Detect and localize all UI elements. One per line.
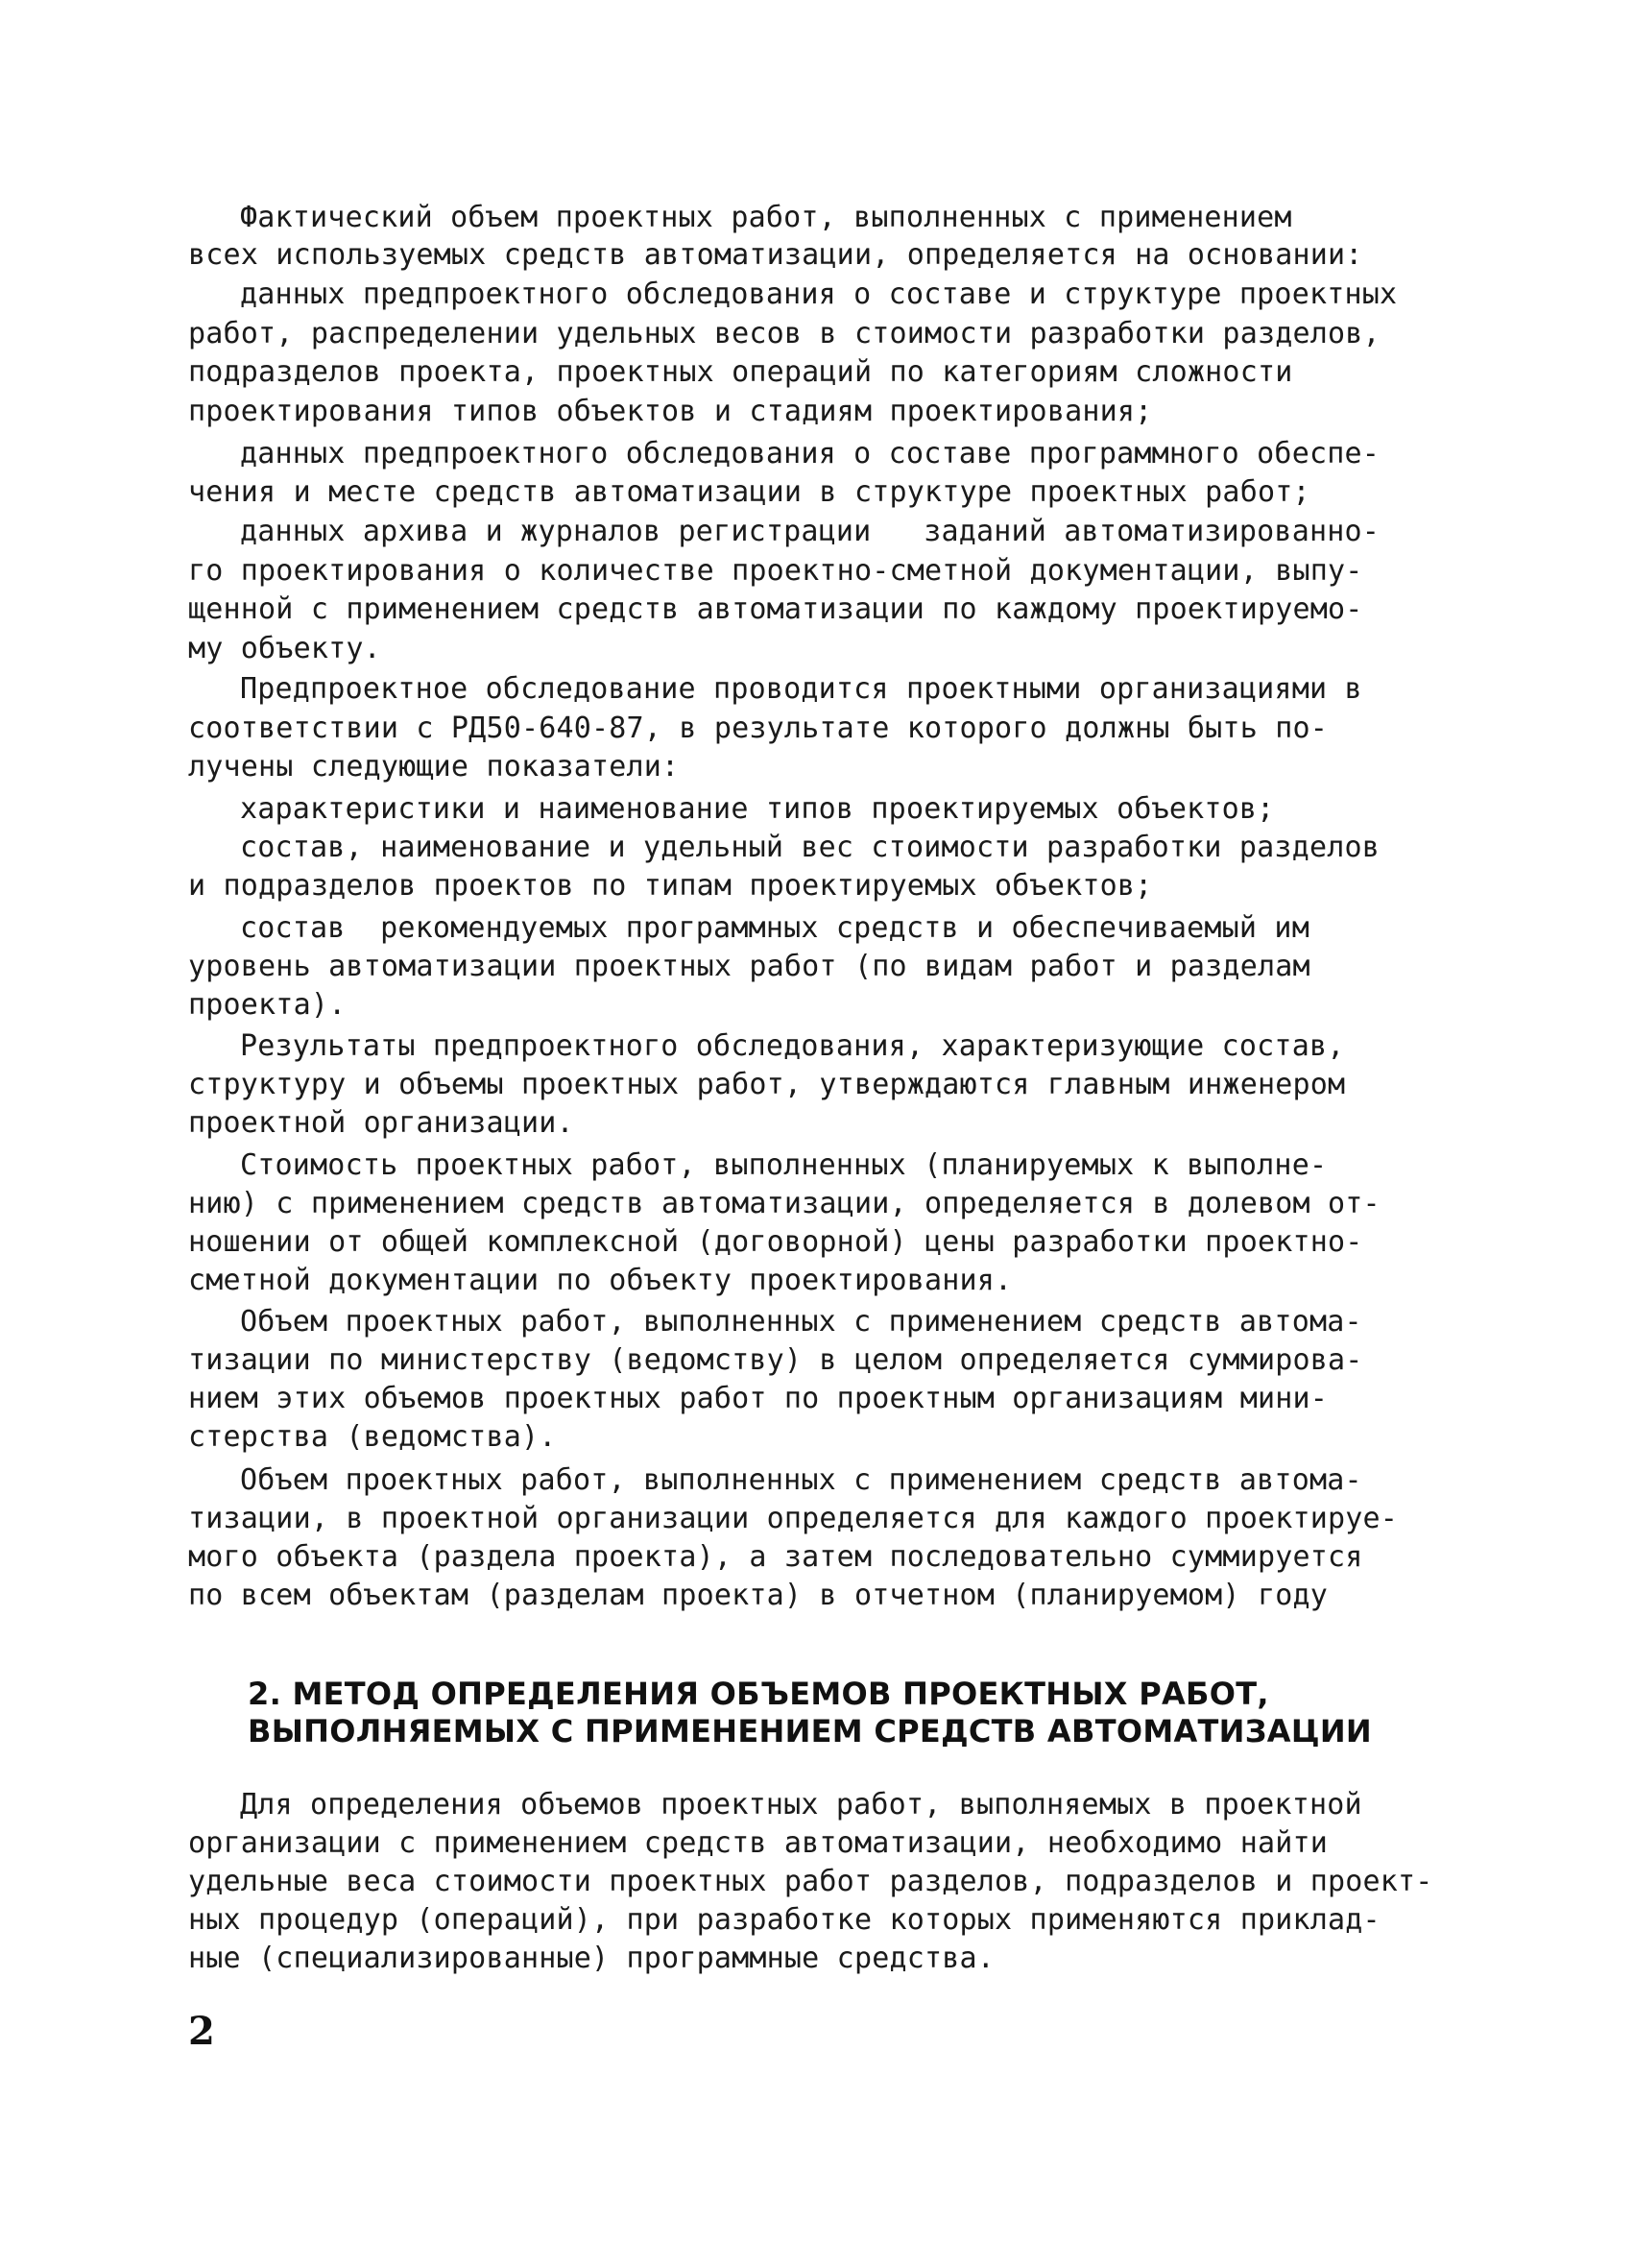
- body-line-34: тизации, в проектной организации определяется для каждого проектируе-: [188, 1502, 1399, 1535]
- body-line-10: го проектирования о количестве проектно-сметной документации, выпу-: [188, 554, 1363, 588]
- body-line-3: данных предпроектного обследования о составе и структуре проектных: [240, 277, 1398, 311]
- body-line-21: проекта).: [188, 988, 347, 1022]
- body-line-27: ношении от общей комплексной (договорной) цены разработки проектно-: [188, 1225, 1363, 1259]
- section-line-4: ных процедур (операций), при разработке которых применяются приклад-: [188, 1903, 1381, 1937]
- body-line-18: и подразделов проектов по типам проектируемых объектов;: [188, 869, 1153, 903]
- body-line-24: проектной организации.: [188, 1106, 574, 1140]
- body-line-35: мого объекта (раздела проекта), а затем последовательно суммируется: [188, 1540, 1363, 1574]
- body-line-13: Предпроектное обследование проводится проектными организациями в: [240, 672, 1362, 706]
- body-line-29: Объем проектных работ, выполненных с применением средств автома-: [240, 1305, 1362, 1339]
- body-line-16: характеристики и наименование типов проектируемых объектов;: [240, 792, 1275, 826]
- section-line-3: удельные веса стоимости проектных работ разделов, подразделов и проект-: [188, 1865, 1433, 1898]
- body-line-17: состав, наименование и удельный вес стоимости разработки разделов: [240, 831, 1380, 864]
- page-number: 2: [188, 2009, 215, 2054]
- body-line-23: структуру и объемы проектных работ, утверждаются главным инженером: [188, 1068, 1346, 1101]
- body-line-4: работ, распределении удельных весов в стоимости разработки разделов,: [188, 317, 1381, 350]
- section-line-1: Для определения объемов проектных работ, выполняемых в проектной: [240, 1788, 1362, 1822]
- body-line-20: уровень автоматизации проектных работ (по видам работ и разделам: [188, 950, 1310, 983]
- section-line-2: организации с применением средств автоматизации, необходимо найти: [188, 1826, 1328, 1860]
- body-line-36: по всем объектам (разделам проекта) в отчетном (планируемом) году: [188, 1579, 1328, 1612]
- body-line-14: соответствии с РД50-640-87, в результате которого должны быть по-: [188, 712, 1328, 745]
- body-line-8: чения и месте средств автоматизации в структуре проектных работ;: [188, 475, 1310, 509]
- body-line-6: проектирования типов объектов и стадиям проектирования;: [188, 395, 1153, 428]
- heading-line-1: 2. МЕТОД ОПРЕДЕЛЕНИЯ ОБЪЕМОВ ПРОЕКТНЫХ РАБОТ,: [248, 1676, 1269, 1712]
- body-line-1: Фактический объем проектных работ, выполненных с применением: [240, 201, 1292, 234]
- body-line-28: сметной документации по объекту проектирования.: [188, 1264, 1013, 1297]
- body-line-22: Результаты предпроектного обследования, характеризующие состав,: [240, 1029, 1345, 1063]
- body-line-19: состав рекомендуемых программных средств и обеспечиваемый им: [240, 911, 1309, 945]
- body-line-32: стерства (ведомства).: [188, 1420, 557, 1454]
- heading-line-2: ВЫПОЛНЯЕМЫХ С ПРИМЕНЕНИЕМ СРЕДСТВ АВТОМАТИЗАЦИИ: [248, 1713, 1372, 1749]
- body-line-11: щенной с применением средств автоматизации по каждому проектируемо-: [188, 592, 1363, 626]
- body-line-25: Стоимость проектных работ, выполненных (планируемых к выполне-: [240, 1148, 1328, 1182]
- body-line-7: данных предпроектного обследования о составе программного обеспе-: [240, 437, 1380, 470]
- body-line-12: му объекту.: [188, 632, 381, 665]
- body-line-26: нию) с применением средств автоматизации, определяется в долевом от-: [188, 1187, 1381, 1220]
- body-line-9: данных архива и журналов регистрации заданий автоматизированно-: [240, 515, 1380, 548]
- body-line-31: нием этих объемов проектных работ по проектным организациям мини-: [188, 1382, 1328, 1415]
- body-line-2: всех используемых средств автоматизации, определяется на основании:: [188, 238, 1363, 272]
- section-line-5: ные (специализированные) программные средства.: [188, 1942, 996, 1975]
- body-line-15: лучены следующие показатели:: [188, 750, 680, 784]
- body-line-30: тизации по министерству (ведомству) в целом определяется суммирова-: [188, 1343, 1363, 1377]
- body-line-5: подразделов проекта, проектных операций по категориям сложности: [188, 355, 1293, 389]
- body-line-33: Объем проектных работ, выполненных с применением средств автома-: [240, 1463, 1362, 1497]
